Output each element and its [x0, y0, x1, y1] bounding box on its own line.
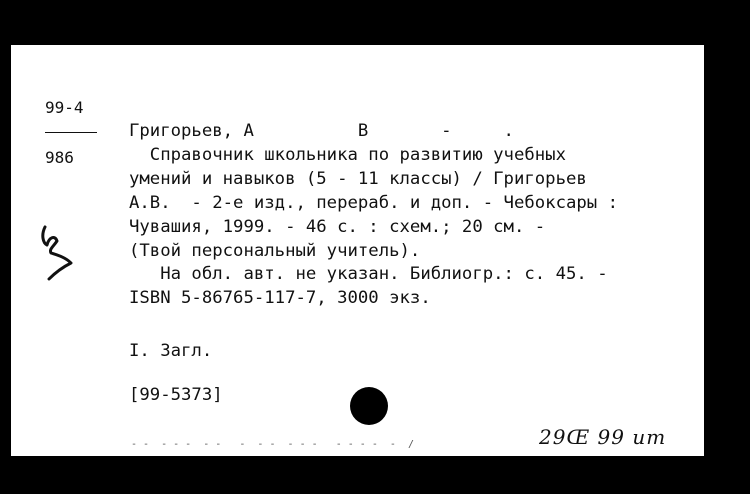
entry-tracing: I. Загл. [129, 341, 213, 361]
handwritten-mark-icon [37, 223, 77, 285]
entry-record-number: [99-5373] [129, 385, 223, 405]
card-punch-hole [350, 387, 388, 425]
entry-series-line: (Твой персональный учитель). [129, 241, 421, 261]
entry-edition-line: А.В. - 2-е изд., перераб. и доп. - Чебоксары : [129, 193, 618, 213]
entry-note-line: На обл. авт. не указан. Библиогр.: с. 45. - [129, 264, 608, 284]
entry-title-line: умений и навыков (5 - 11 классы) / Григорьев [129, 169, 587, 189]
call-number-divider [45, 132, 97, 133]
call-number-class: 99-4 [45, 98, 84, 117]
entry-title-line: Справочник школьника по развитию учебных [129, 145, 566, 165]
handwritten-note: 29Œ 99 ит [539, 425, 667, 449]
entry-isbn-line: ISBN 5-86765-117-7, 3000 экз. [129, 288, 431, 308]
faint-dotted-rule: - - - - - - - - - - - - - - - - - - / [131, 439, 414, 450]
call-number-author: 986 [45, 148, 74, 167]
entry-heading: Григорьев, А В - . [129, 121, 514, 141]
catalog-card [11, 45, 704, 456]
entry-publication-line: Чувашия, 1999. - 46 с. : схем.; 20 см. - [129, 217, 546, 237]
